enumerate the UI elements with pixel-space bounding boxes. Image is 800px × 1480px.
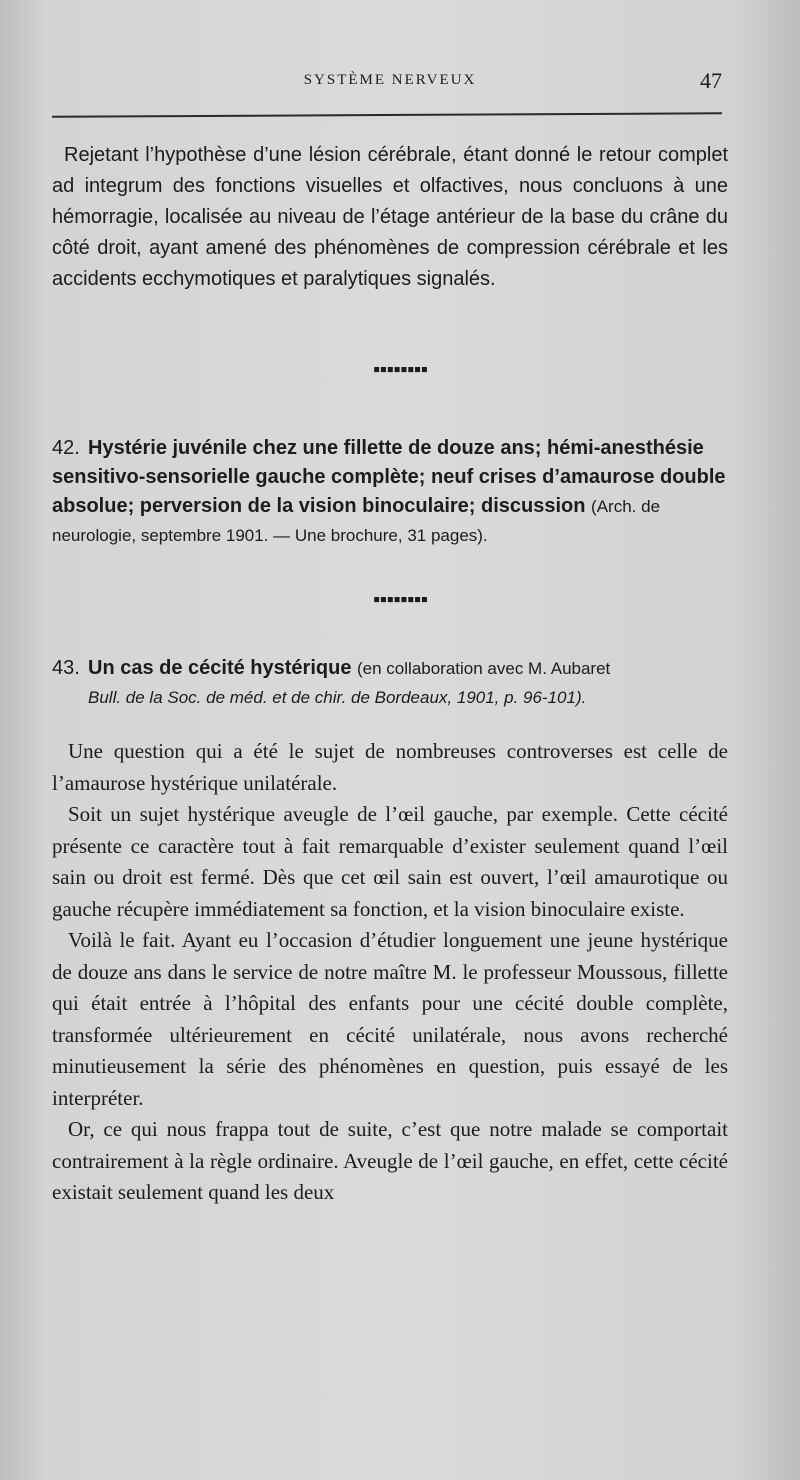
entry-number: 42. xyxy=(52,437,80,459)
ornament-divider: ▪▪▪▪▪▪▪▪ xyxy=(372,592,428,607)
entry-title: Hystérie juvénile chez une fillette de douze ans; hémi-anesthésie sensitivo-sensorielle gauche complète; neuf crises d’amaurose double absolue; perversion de la vision binoculaire; discussion xyxy=(52,437,726,517)
entry-citation: Bull. de la Soc. de méd. et de chir. de Bordeaux, 1901, p. 96-101). xyxy=(88,688,587,707)
header-rule xyxy=(52,112,722,118)
body-text xyxy=(52,736,728,1209)
entry-title: Un cas de cécité hystérique xyxy=(88,657,352,679)
entry-number: 43. xyxy=(52,657,80,679)
body-paragraph: Voilà le fait. Ayant eu l’occasion d’étudier longuement une jeune hystérique de douze ans dans le service de notre maître M. le professeur Moussous, fillette qui était entrée à l’hôpital des enfants pour une cécité double complète, transformée ultérieurement en cécité unilatérale, nous avons recherché minutieusement la série des phénomènes en question, puis essayé de les interpréter. xyxy=(52,928,728,1110)
running-title: SYSTÈME NERVEUX xyxy=(303,72,477,88)
body-paragraph: Soit un sujet hystérique aveugle de l’œil gauche, par exemple. Cette cécité présente ce caractère tout à fait remarquable d’exister seulement quand l’œil sain ou droit est fermé. Dès que cet œil sain est ouvert, l’œil amaurotique ou gauche récupère immédiatement sa fonction, et la vision binoculaire existe. xyxy=(52,802,728,921)
page-number: 47 xyxy=(700,68,722,93)
entry-43 xyxy=(52,654,728,712)
body-paragraph: Or, ce qui nous frappa tout de suite, c’est que notre malade se comportait contrairement à la règle ordinaire. Aveugle de l’œil gauche, en effet, cette cécité existait seulement quand les deux xyxy=(52,1117,728,1204)
body-paragraph: Une question qui a été le sujet de nombreuses controverses est celle de l’amaurose hystérique unilatérale. xyxy=(52,739,728,795)
entry-42 xyxy=(52,434,728,550)
entry-citation: (Arch. de neurologie, septembre 1901. — Une brochure, 31 pages). xyxy=(52,497,661,545)
intro-paragraph: Rejetant l’hypothèse d’une lésion cérébrale, étant donné le retour complet ad integrum des fonctions visuelles et olfactives, nous concluons à une hémorragie, localisée au niveau de l’étage antérieur de la base du crâne du côté droit, ayant amené des phénomènes de compression cérébrale et les accidents ecchymotiques et paralytiques signalés. xyxy=(52,144,728,290)
ornament-divider: ▪▪▪▪▪▪▪▪ xyxy=(372,362,428,377)
entry-collab: (en collaboration avec M. Aubaret xyxy=(357,659,611,678)
